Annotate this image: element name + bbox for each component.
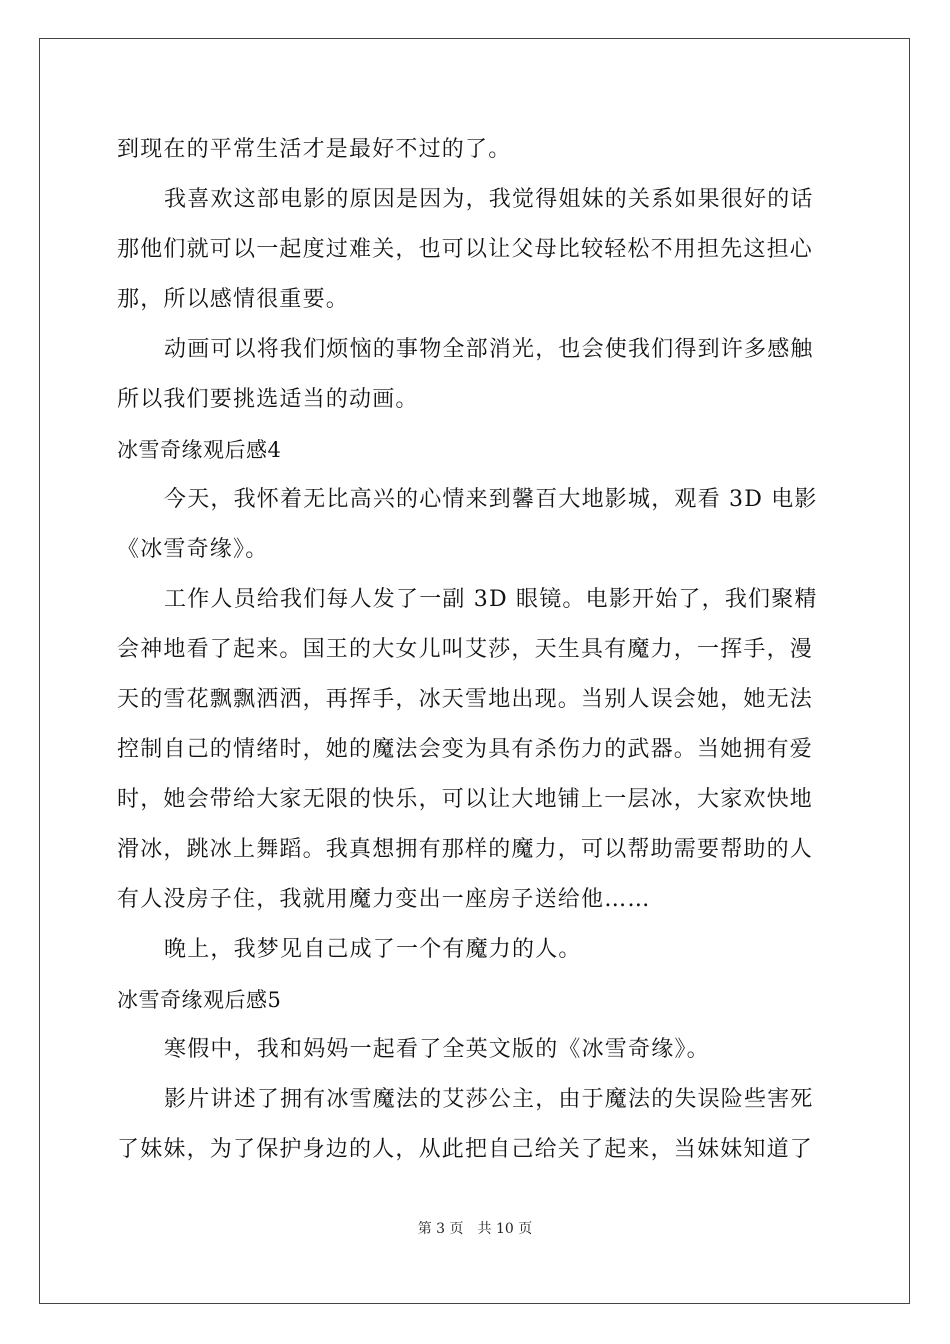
text-line: 寒假中，我和妈妈一起看了全英文版的《冰雪奇缘》。 bbox=[164, 1037, 710, 1062]
text-line: 晚上，我梦见自己成了一个有魔力的人。 bbox=[164, 937, 582, 962]
text-line: 我喜欢这部电影的原因是因为，我觉得姐妹的关系如果很好的话 bbox=[164, 187, 814, 212]
page-footer bbox=[0, 1218, 950, 1238]
text-line: 会神地看了起来。国王的大女儿叫艾莎，天生具有魔力，一挥手，漫 bbox=[117, 637, 814, 662]
document-body bbox=[117, 125, 837, 1175]
text-line: 今天，我怀着无比高兴的心情来到馨百大地影城，观看 3D 电影 bbox=[164, 487, 818, 512]
page-total: 共 10 页 bbox=[477, 1221, 533, 1237]
section-heading: 冰雪奇缘观后感5 bbox=[117, 988, 282, 1012]
text-line: 所以我们要挑选适当的动画。 bbox=[117, 387, 419, 412]
text-line: 动画可以将我们烦恼的事物全部消光，也会使我们得到许多感触 bbox=[164, 337, 814, 362]
text-line: 那，所以感情很重要。 bbox=[117, 287, 350, 312]
text-line: 天的雪花飘飘洒洒，再挥手，冰天雪地出现。当别人误会她，她无法 bbox=[117, 687, 814, 712]
section-heading: 冰雪奇缘观后感4 bbox=[117, 438, 282, 462]
text-line: 滑冰，跳冰上舞蹈。我真想拥有那样的魔力，可以帮助需要帮助的人 bbox=[117, 837, 814, 862]
text-line: 了妹妹，为了保护身边的人，从此把自己给关了起来，当妹妹知道了 bbox=[117, 1137, 814, 1162]
text-line: 那他们就可以一起度过难关，也可以让父母比较轻松不用担先这担心 bbox=[117, 237, 814, 262]
page-number: 第 3 页 bbox=[417, 1221, 464, 1237]
text-line: 影片讲述了拥有冰雪魔法的艾莎公主，由于魔法的失误险些害死 bbox=[164, 1087, 814, 1112]
text-line: 控制自己的情绪时，她的魔法会变为具有杀伤力的武器。当她拥有爱 bbox=[117, 737, 814, 762]
text-line: 有人没房子住，我就用魔力变出一座房子送给他…… bbox=[117, 887, 651, 912]
text-line: 到现在的平常生活才是最好不过的了。 bbox=[117, 137, 512, 162]
text-line: 工作人员给我们每人发了一副 3D 眼镜。电影开始了，我们聚精 bbox=[164, 587, 818, 612]
text-line: 《冰雪奇缘》。 bbox=[117, 537, 269, 562]
text-line: 时，她会带给大家无限的快乐，可以让大地铺上一层冰，大家欢快地 bbox=[117, 787, 814, 812]
